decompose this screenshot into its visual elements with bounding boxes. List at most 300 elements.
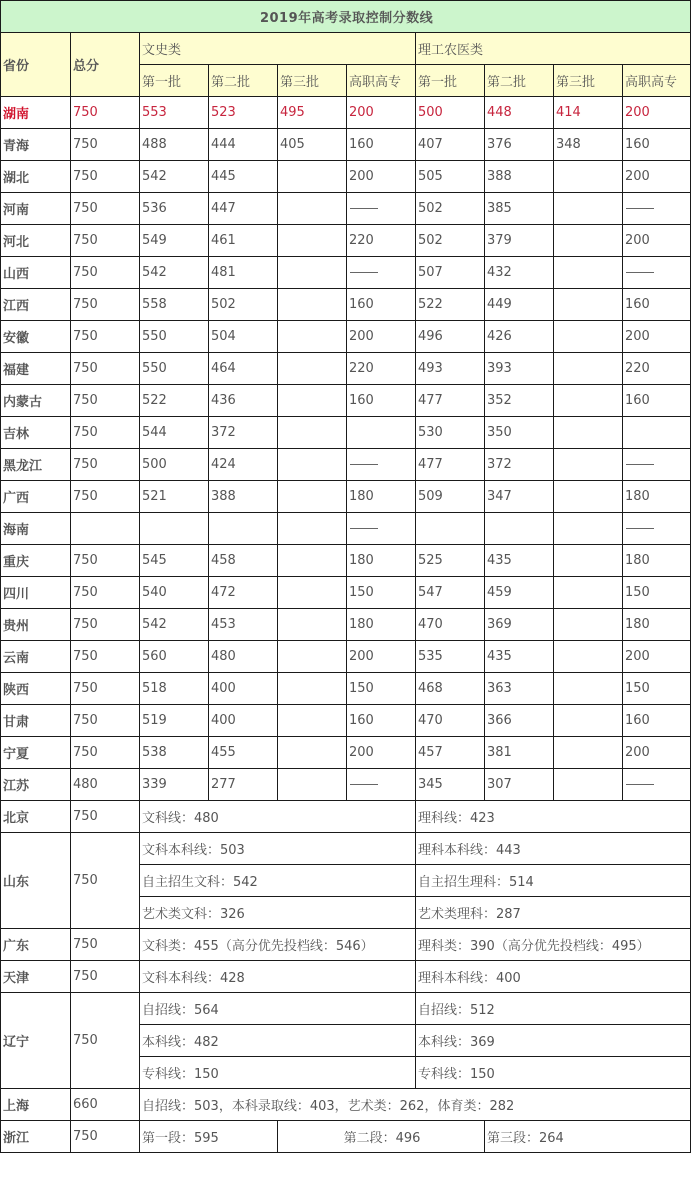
score-cell bbox=[278, 769, 347, 801]
score-cell bbox=[278, 545, 347, 577]
score-cell: 459 bbox=[485, 577, 554, 609]
score-cell: 505 bbox=[416, 161, 485, 193]
table-row-zhejiang bbox=[1, 1121, 691, 1153]
header-batch: 第二批 bbox=[485, 65, 554, 97]
score-cell bbox=[278, 321, 347, 353]
dash-icon bbox=[350, 464, 378, 465]
score-cell: 160 bbox=[347, 385, 416, 417]
province-name: 云南 bbox=[1, 641, 71, 673]
header-batch: 第三批 bbox=[554, 65, 623, 97]
score-cell bbox=[278, 289, 347, 321]
province-name: 黑龙江 bbox=[1, 449, 71, 481]
science-line: 自主招生理科：514 bbox=[416, 865, 691, 897]
table-row bbox=[1, 705, 691, 737]
score-cell bbox=[554, 513, 623, 545]
table-row-tianjin bbox=[1, 961, 691, 993]
score-cell: 447 bbox=[209, 193, 278, 225]
province-rows bbox=[1, 97, 691, 801]
score-cell: 352 bbox=[485, 385, 554, 417]
province-name: 安徽 bbox=[1, 321, 71, 353]
score-cell: 470 bbox=[416, 609, 485, 641]
score-cell bbox=[554, 769, 623, 801]
score-cell: 525 bbox=[416, 545, 485, 577]
score-cell: 277 bbox=[209, 769, 278, 801]
dash-icon bbox=[350, 208, 378, 209]
score-cell: 200 bbox=[623, 97, 691, 129]
score-cell: 150 bbox=[623, 673, 691, 705]
score-cell: 200 bbox=[347, 641, 416, 673]
score-cell: 480 bbox=[209, 641, 278, 673]
score-cell: 388 bbox=[209, 481, 278, 513]
score-cell bbox=[278, 705, 347, 737]
table-row bbox=[1, 353, 691, 385]
province-name: 广东 bbox=[1, 929, 71, 961]
score-cell: 388 bbox=[485, 161, 554, 193]
score-cell: 369 bbox=[485, 609, 554, 641]
score-cell: 502 bbox=[416, 225, 485, 257]
score-cell: 200 bbox=[347, 97, 416, 129]
score-cell: 200 bbox=[347, 321, 416, 353]
score-cell: 507 bbox=[416, 257, 485, 289]
special-rows bbox=[1, 801, 691, 1153]
score-cell: 547 bbox=[416, 577, 485, 609]
liberal-line: 艺术类文科：326 bbox=[140, 897, 416, 929]
score-cell: 435 bbox=[485, 545, 554, 577]
score-cell bbox=[278, 641, 347, 673]
header-total: 总分 bbox=[71, 33, 140, 97]
total-score: 750 bbox=[71, 961, 140, 993]
score-cell bbox=[278, 385, 347, 417]
score-cell: 536 bbox=[140, 193, 209, 225]
score-cell: 464 bbox=[209, 353, 278, 385]
score-cell bbox=[554, 641, 623, 673]
province-name: 山西 bbox=[1, 257, 71, 289]
score-cell bbox=[554, 321, 623, 353]
header-batch: 高职高专 bbox=[347, 65, 416, 97]
total-score: 660 bbox=[71, 1089, 140, 1121]
score-cell: 449 bbox=[485, 289, 554, 321]
score-cell bbox=[554, 609, 623, 641]
score-cell: 160 bbox=[347, 705, 416, 737]
score-cell: 560 bbox=[140, 641, 209, 673]
score-cell bbox=[416, 513, 485, 545]
total-score: 750 bbox=[71, 225, 140, 257]
total-score: 750 bbox=[71, 641, 140, 673]
liberal-line: 自主招生文科：542 bbox=[140, 865, 416, 897]
score-cell: 160 bbox=[623, 129, 691, 161]
score-cell: 200 bbox=[623, 161, 691, 193]
total-score: 750 bbox=[71, 1121, 140, 1153]
table-row bbox=[1, 609, 691, 641]
total-score: 750 bbox=[71, 577, 140, 609]
score-cell: 453 bbox=[209, 609, 278, 641]
score-cell: 493 bbox=[416, 353, 485, 385]
header-row-1 bbox=[1, 33, 691, 65]
score-cell: 432 bbox=[485, 257, 554, 289]
table-row-liaoning bbox=[1, 993, 691, 1025]
header-batch: 第三批 bbox=[278, 65, 347, 97]
province-name: 宁夏 bbox=[1, 737, 71, 769]
score-cell: 518 bbox=[140, 673, 209, 705]
score-cell: 385 bbox=[485, 193, 554, 225]
title-row bbox=[1, 1, 691, 33]
score-cell: 379 bbox=[485, 225, 554, 257]
liberal-line: 文科类：455（高分优先投档线：546） bbox=[140, 929, 416, 961]
score-cell: 468 bbox=[416, 673, 485, 705]
score-cell: 180 bbox=[347, 609, 416, 641]
not-applicable-dash bbox=[623, 449, 691, 481]
table-row bbox=[1, 225, 691, 257]
score-cell: 495 bbox=[278, 97, 347, 129]
total-score: 750 bbox=[71, 545, 140, 577]
score-cell: 509 bbox=[416, 481, 485, 513]
liberal-line: 文科线：480 bbox=[140, 801, 416, 833]
score-cell: 376 bbox=[485, 129, 554, 161]
score-cell bbox=[140, 513, 209, 545]
score-cell: 200 bbox=[623, 641, 691, 673]
table-row bbox=[1, 481, 691, 513]
liberal-line: 本科线：482 bbox=[140, 1025, 416, 1057]
not-applicable-dash bbox=[347, 769, 416, 801]
province-name: 四川 bbox=[1, 577, 71, 609]
province-name: 北京 bbox=[1, 801, 71, 833]
score-cell: 436 bbox=[209, 385, 278, 417]
score-cell bbox=[278, 161, 347, 193]
header-batch: 高职高专 bbox=[623, 65, 691, 97]
score-cell bbox=[278, 481, 347, 513]
score-cell: 347 bbox=[485, 481, 554, 513]
score-cell bbox=[278, 353, 347, 385]
score-cell: 150 bbox=[347, 577, 416, 609]
liberal-line: 文科本科线：428 bbox=[140, 961, 416, 993]
score-cell: 457 bbox=[416, 737, 485, 769]
province-name: 浙江 bbox=[1, 1121, 71, 1153]
score-cell: 160 bbox=[623, 705, 691, 737]
score-cell: 550 bbox=[140, 353, 209, 385]
province-name: 河南 bbox=[1, 193, 71, 225]
table-row bbox=[1, 641, 691, 673]
province-name: 吉林 bbox=[1, 417, 71, 449]
score-cell: 461 bbox=[209, 225, 278, 257]
total-score: 750 bbox=[71, 97, 140, 129]
not-applicable-dash bbox=[623, 257, 691, 289]
score-cell: 366 bbox=[485, 705, 554, 737]
liberal-line: 文科本科线：503 bbox=[140, 833, 416, 865]
score-cell bbox=[278, 673, 347, 705]
score-cell bbox=[278, 577, 347, 609]
province-name: 辽宁 bbox=[1, 993, 71, 1089]
table-row bbox=[1, 193, 691, 225]
not-applicable-dash bbox=[623, 769, 691, 801]
total-score: 750 bbox=[71, 673, 140, 705]
dash-icon bbox=[350, 272, 378, 273]
score-cell: 544 bbox=[140, 417, 209, 449]
total-score: 750 bbox=[71, 385, 140, 417]
score-cell bbox=[554, 193, 623, 225]
score-cell: 200 bbox=[623, 321, 691, 353]
total-score: 750 bbox=[71, 609, 140, 641]
score-cell: 458 bbox=[209, 545, 278, 577]
score-cell bbox=[554, 449, 623, 481]
score-cell: 519 bbox=[140, 705, 209, 737]
score-cell bbox=[554, 673, 623, 705]
table-row bbox=[1, 577, 691, 609]
score-cell: 200 bbox=[347, 737, 416, 769]
score-cell: 307 bbox=[485, 769, 554, 801]
score-cell: 180 bbox=[623, 481, 691, 513]
dash-icon bbox=[350, 528, 378, 529]
score-cell bbox=[554, 353, 623, 385]
score-cell: 542 bbox=[140, 257, 209, 289]
score-cell bbox=[554, 737, 623, 769]
segment-1: 第一段：595 bbox=[140, 1121, 278, 1153]
province-name: 陕西 bbox=[1, 673, 71, 705]
table-row bbox=[1, 449, 691, 481]
score-cell bbox=[278, 193, 347, 225]
score-cell: 545 bbox=[140, 545, 209, 577]
score-cell: 477 bbox=[416, 385, 485, 417]
province-name: 内蒙古 bbox=[1, 385, 71, 417]
province-name: 福建 bbox=[1, 353, 71, 385]
score-cell: 160 bbox=[347, 129, 416, 161]
score-cell: 502 bbox=[416, 193, 485, 225]
score-cell: 542 bbox=[140, 609, 209, 641]
not-applicable-dash bbox=[347, 193, 416, 225]
province-name: 青海 bbox=[1, 129, 71, 161]
total-score: 750 bbox=[71, 801, 140, 833]
score-cell: 435 bbox=[485, 641, 554, 673]
table-row bbox=[1, 673, 691, 705]
score-cell bbox=[554, 161, 623, 193]
score-cell: 180 bbox=[623, 609, 691, 641]
score-cell: 150 bbox=[347, 673, 416, 705]
score-cell bbox=[554, 225, 623, 257]
table-row bbox=[1, 161, 691, 193]
score-cell bbox=[278, 225, 347, 257]
score-cell bbox=[554, 545, 623, 577]
total-score: 750 bbox=[71, 929, 140, 961]
total-score: 750 bbox=[71, 353, 140, 385]
score-cell: 477 bbox=[416, 449, 485, 481]
score-cell: 426 bbox=[485, 321, 554, 353]
score-cell bbox=[209, 513, 278, 545]
score-cell: 553 bbox=[140, 97, 209, 129]
total-score: 750 bbox=[71, 257, 140, 289]
science-line: 理科类：390（高分优先投档线：495） bbox=[416, 929, 691, 961]
segment-2: 第二段：496 bbox=[278, 1121, 485, 1153]
score-cell bbox=[554, 577, 623, 609]
not-applicable-dash bbox=[623, 513, 691, 545]
score-cell: 521 bbox=[140, 481, 209, 513]
score-cell bbox=[278, 513, 347, 545]
province-name: 广西 bbox=[1, 481, 71, 513]
score-cell bbox=[554, 417, 623, 449]
liberal-line: 自招线：564 bbox=[140, 993, 416, 1025]
score-cell bbox=[278, 737, 347, 769]
score-cell: 488 bbox=[140, 129, 209, 161]
score-cell: 550 bbox=[140, 321, 209, 353]
score-cell: 522 bbox=[416, 289, 485, 321]
table-row bbox=[1, 769, 691, 801]
score-cell: 540 bbox=[140, 577, 209, 609]
table-row bbox=[1, 417, 691, 449]
score-cell: 400 bbox=[209, 705, 278, 737]
total-score: 480 bbox=[71, 769, 140, 801]
score-cell bbox=[554, 481, 623, 513]
score-cell bbox=[278, 609, 347, 641]
header-batch: 第一批 bbox=[140, 65, 209, 97]
score-cell: 445 bbox=[209, 161, 278, 193]
province-name: 上海 bbox=[1, 1089, 71, 1121]
score-cell bbox=[485, 513, 554, 545]
province-name: 海南 bbox=[1, 513, 71, 545]
province-name: 重庆 bbox=[1, 545, 71, 577]
score-cell: 180 bbox=[347, 481, 416, 513]
score-cell: 400 bbox=[209, 673, 278, 705]
header-batch: 第二批 bbox=[209, 65, 278, 97]
score-cell: 220 bbox=[623, 353, 691, 385]
province-name: 山东 bbox=[1, 833, 71, 929]
science-line: 专科线：150 bbox=[416, 1057, 691, 1089]
table-row bbox=[1, 289, 691, 321]
score-cell: 504 bbox=[209, 321, 278, 353]
total-score: 750 bbox=[71, 289, 140, 321]
score-cell bbox=[554, 705, 623, 737]
province-name: 贵州 bbox=[1, 609, 71, 641]
province-name: 江西 bbox=[1, 289, 71, 321]
header-science: 理工农医类 bbox=[416, 33, 691, 65]
score-cell: 500 bbox=[140, 449, 209, 481]
header-batch: 第一批 bbox=[416, 65, 485, 97]
score-cell: 500 bbox=[416, 97, 485, 129]
dash-icon bbox=[626, 784, 654, 785]
score-cell bbox=[278, 449, 347, 481]
province-name: 湖北 bbox=[1, 161, 71, 193]
table-row bbox=[1, 385, 691, 417]
science-line: 理科线：423 bbox=[416, 801, 691, 833]
score-cell: 535 bbox=[416, 641, 485, 673]
total-score: 750 bbox=[71, 833, 140, 929]
score-cell: 496 bbox=[416, 321, 485, 353]
province-name: 甘肃 bbox=[1, 705, 71, 737]
score-cell: 405 bbox=[278, 129, 347, 161]
total-score: 750 bbox=[71, 417, 140, 449]
table-row bbox=[1, 257, 691, 289]
province-name: 湖南 bbox=[1, 97, 71, 129]
score-cell: 502 bbox=[209, 289, 278, 321]
score-cell: 407 bbox=[416, 129, 485, 161]
not-applicable-dash bbox=[623, 193, 691, 225]
shanghai-lines: 自招线：503，本科录取线：403，艺术类：262，体育类：282 bbox=[140, 1089, 691, 1121]
score-cell: 538 bbox=[140, 737, 209, 769]
total-score: 750 bbox=[71, 129, 140, 161]
score-cell: 220 bbox=[347, 353, 416, 385]
score-cell: 160 bbox=[623, 385, 691, 417]
score-cell: 472 bbox=[209, 577, 278, 609]
total-score: 750 bbox=[71, 737, 140, 769]
dash-icon bbox=[626, 272, 654, 273]
total-score: 750 bbox=[71, 705, 140, 737]
score-cell: 549 bbox=[140, 225, 209, 257]
science-line: 艺术类理科：287 bbox=[416, 897, 691, 929]
score-cell: 200 bbox=[347, 161, 416, 193]
score-cell: 481 bbox=[209, 257, 278, 289]
score-cell bbox=[278, 417, 347, 449]
score-cell: 530 bbox=[416, 417, 485, 449]
score-cell: 220 bbox=[347, 225, 416, 257]
table-title: 2019年高考录取控制分数线 bbox=[1, 1, 691, 33]
province-name: 天津 bbox=[1, 961, 71, 993]
science-line: 本科线：369 bbox=[416, 1025, 691, 1057]
total-score bbox=[71, 513, 140, 545]
dash-icon bbox=[626, 464, 654, 465]
science-line: 理科本科线：400 bbox=[416, 961, 691, 993]
score-cell: 424 bbox=[209, 449, 278, 481]
score-cell: 160 bbox=[623, 289, 691, 321]
not-applicable-dash bbox=[347, 257, 416, 289]
total-score: 750 bbox=[71, 193, 140, 225]
table-row bbox=[1, 737, 691, 769]
score-cell: 345 bbox=[416, 769, 485, 801]
score-cell: 200 bbox=[623, 225, 691, 257]
science-line: 理科本科线：443 bbox=[416, 833, 691, 865]
table-row-shandong bbox=[1, 833, 691, 865]
table-row bbox=[1, 97, 691, 129]
score-cell: 200 bbox=[623, 737, 691, 769]
score-cell: 444 bbox=[209, 129, 278, 161]
score-cell: 542 bbox=[140, 161, 209, 193]
score-cell: 339 bbox=[140, 769, 209, 801]
score-cell: 180 bbox=[623, 545, 691, 577]
score-cell: 414 bbox=[554, 97, 623, 129]
total-score: 750 bbox=[71, 449, 140, 481]
segment-3: 第三段：264 bbox=[485, 1121, 691, 1153]
score-cell: 455 bbox=[209, 737, 278, 769]
liberal-line: 专科线：150 bbox=[140, 1057, 416, 1089]
not-applicable-dash bbox=[347, 513, 416, 545]
total-score: 750 bbox=[71, 993, 140, 1089]
score-cell bbox=[554, 257, 623, 289]
score-cell: 160 bbox=[347, 289, 416, 321]
table-row-guangdong bbox=[1, 929, 691, 961]
score-cell: 372 bbox=[485, 449, 554, 481]
score-cell: 350 bbox=[485, 417, 554, 449]
score-cell: 150 bbox=[623, 577, 691, 609]
dash-icon bbox=[626, 208, 654, 209]
header-province: 省份 bbox=[1, 33, 71, 97]
table-row bbox=[1, 321, 691, 353]
table-row bbox=[1, 545, 691, 577]
not-applicable-dash bbox=[347, 449, 416, 481]
score-cell: 448 bbox=[485, 97, 554, 129]
score-cell: 180 bbox=[347, 545, 416, 577]
table-row bbox=[1, 513, 691, 545]
score-cell: 363 bbox=[485, 673, 554, 705]
score-cell: 470 bbox=[416, 705, 485, 737]
score-cell bbox=[347, 417, 416, 449]
total-score: 750 bbox=[71, 161, 140, 193]
dash-icon bbox=[626, 528, 654, 529]
score-cell: 523 bbox=[209, 97, 278, 129]
score-cell bbox=[554, 385, 623, 417]
dash-icon bbox=[350, 784, 378, 785]
score-cell: 558 bbox=[140, 289, 209, 321]
score-cell bbox=[554, 289, 623, 321]
total-score: 750 bbox=[71, 481, 140, 513]
score-cell: 372 bbox=[209, 417, 278, 449]
total-score: 750 bbox=[71, 321, 140, 353]
table-row-beijing bbox=[1, 801, 691, 833]
